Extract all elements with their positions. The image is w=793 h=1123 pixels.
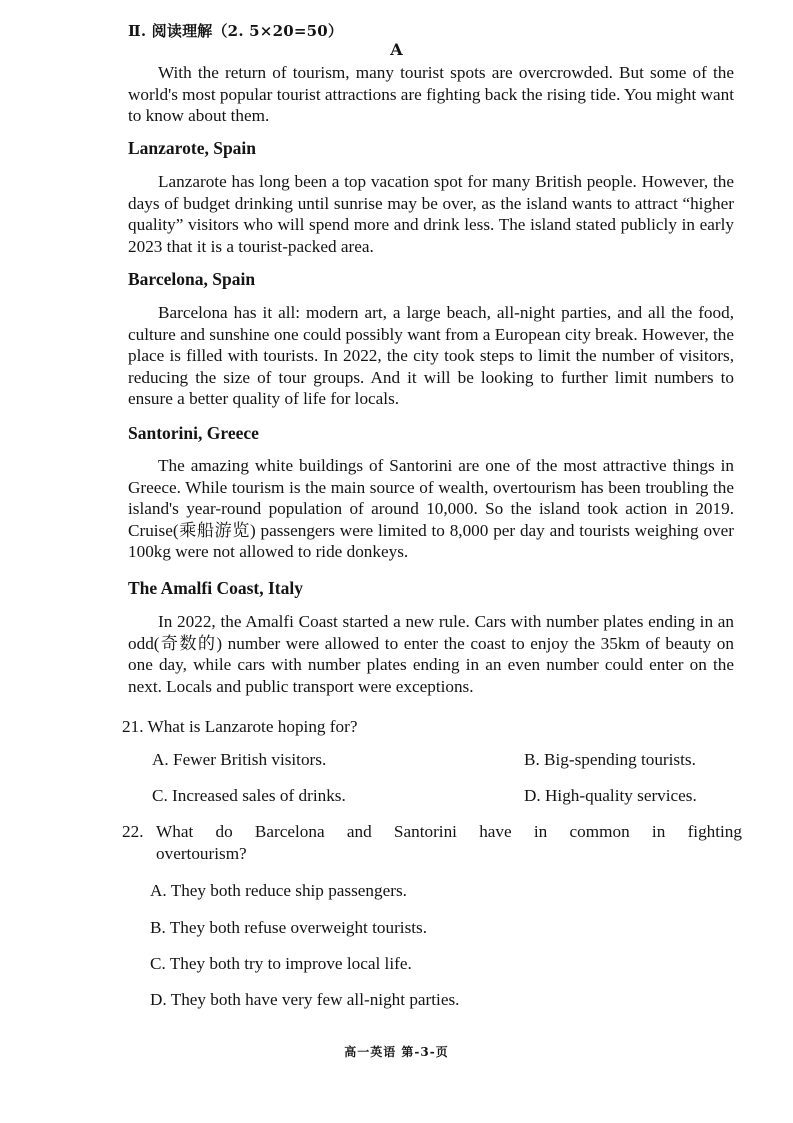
intro-paragraph: With the return of tourism, many tourist spots are overcrowded. But some of the world's most popular tourist attractions are fighting back the rising tide. You might want to know about them.	[128, 63, 735, 125]
question-text-line1: What do Barcelona and Santorini have in common in fighting	[156, 822, 742, 841]
q22-option-b[interactable]: B. They both refuse overweight tourists.	[150, 918, 428, 937]
question-number: 22.	[122, 822, 144, 841]
q22-option-a[interactable]: A. They both reduce ship passengers.	[150, 881, 407, 900]
question-text-line2: overtourism?	[156, 844, 247, 863]
q22-option-c[interactable]: C. They both try to improve local life.	[150, 954, 412, 973]
q21-option-a[interactable]: A. Fewer British visitors.	[152, 750, 327, 769]
question-text: What is Lanzarote hoping for?	[147, 717, 358, 736]
page-footer: 高一英语 第-3-页	[344, 1045, 449, 1059]
q21-option-b[interactable]: B. Big-spending tourists.	[524, 750, 696, 769]
passage-letter: A	[390, 40, 403, 59]
section-heading: Ⅱ. 阅读理解（2. 5×20=50）	[128, 22, 344, 40]
place-paragraph-barcelona: Barcelona has it all: modern art, a large beach, all-night parties, and all the food, culture and sunshine one could possibly want from a European city break. However, the place is filled with tourists. In 2022, the city took steps to limit the number of visitors, reducing the size of tour groups. And it will be looking to further limit numbers to ensure a better quality of life for locals.	[128, 303, 734, 408]
q22-option-d[interactable]: D. They both have very few all-night parties.	[150, 990, 460, 1009]
q21-option-c[interactable]: C. Increased sales of drinks.	[152, 786, 346, 805]
place-heading-santorini: Santorini, Greece	[128, 423, 259, 443]
place-heading-lanzarote: Lanzarote, Spain	[128, 138, 257, 158]
question-21	[122, 716, 357, 738]
place-heading-barcelona: Barcelona, Spain	[128, 269, 256, 289]
place-paragraph-santorini: The amazing white buildings of Santorini are one of the most attractive things in Greece. While tourism is the main source of wealth, overtourism has been troubling the island's year-round population of around 10,000. So the island took action in 2019. Cruise(乘船游览) passengers were limited to 8,000 per day and tourists weighing over 100kg were not allowed to ride donkeys.	[128, 456, 734, 561]
question-number: 21.	[122, 717, 144, 736]
place-paragraph-amalfi: In 2022, the Amalfi Coast started a new rule. Cars with number plates ending in an odd(奇数的) number were allowed to enter the coast to enjoy the 35km of beauty on one day, while cars with number plates ending in an even number could enter on the next. Locals and public transport were exceptions.	[128, 612, 734, 696]
place-heading-amalfi: The Amalfi Coast, Italy	[128, 578, 303, 598]
place-paragraph-lanzarote: Lanzarote has long been a top vacation spot for many British people. However, the days of budget drinking until sunrise may be over, as the island wants to attract “higher quality” visitors who will spend more and drink less. The island stated publicly in early 2023 that it is a tourist-packed area.	[128, 172, 734, 256]
q21-option-d[interactable]: D. High-quality services.	[524, 786, 697, 805]
